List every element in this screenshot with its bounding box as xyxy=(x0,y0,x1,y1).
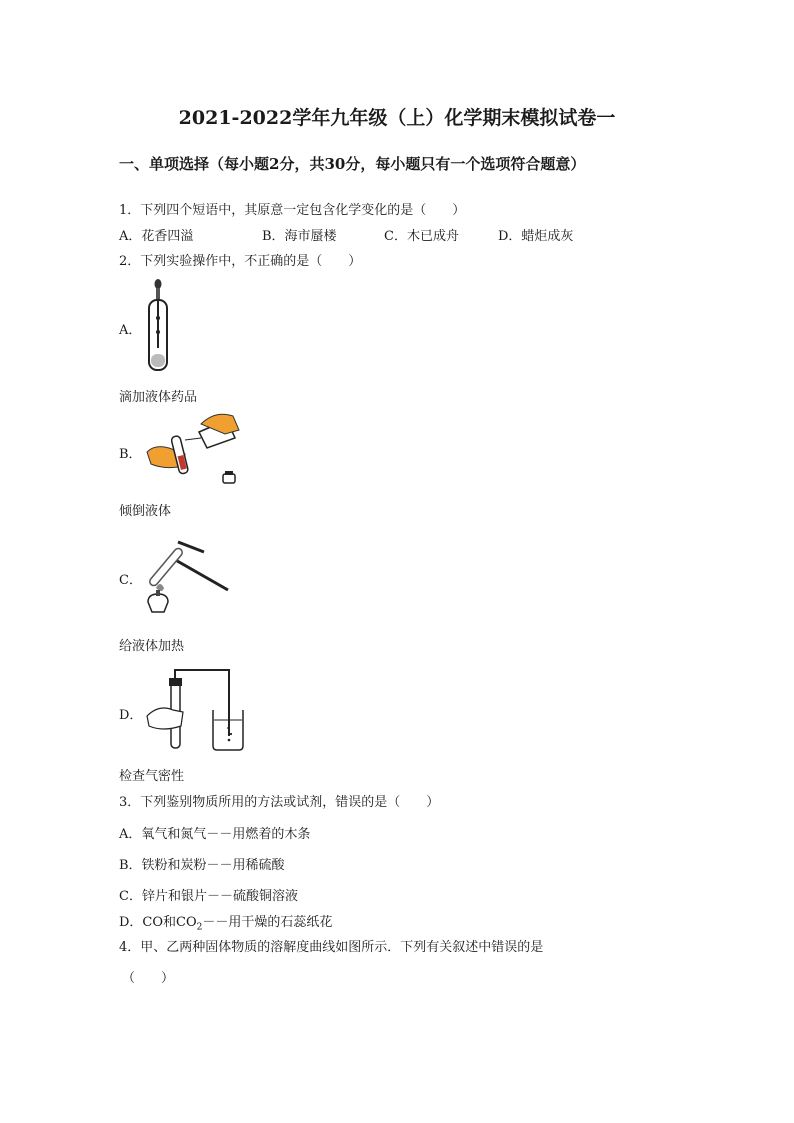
q2-option-d-caption: 检查气密性 xyxy=(119,769,185,784)
pouring-liquid-figure xyxy=(145,404,245,492)
q3-option-d xyxy=(119,911,332,933)
dropper-test-tube-figure xyxy=(138,276,178,374)
q2-option-c-letter: C． xyxy=(119,573,142,588)
question-3-stem: 3．下列鉴别物质所用的方法或试剂，错误的是（ ） xyxy=(119,795,440,810)
q3-option-d-prefix: D．CO和CO xyxy=(119,915,197,930)
section-heading: 一、单项选择（每小题2分，共30分，每小题只有一个选项符合题意） xyxy=(119,155,586,173)
q3-option-b: B．铁粉和炭粉－－用稀硫酸 xyxy=(119,858,285,873)
q1-option-b: B．海市蜃楼 xyxy=(262,229,337,244)
q3-option-d-subscript: 2 xyxy=(196,922,203,933)
question-4-answer-paren: （ ） xyxy=(122,971,175,986)
question-1-stem: 1．下列四个短语中，其原意一定包含化学变化的是（ ） xyxy=(119,203,466,218)
q2-option-b-letter: B． xyxy=(119,447,142,462)
q1-option-c: C．木已成舟 xyxy=(384,229,459,244)
q2-option-a-caption: 滴加液体药品 xyxy=(119,390,198,405)
q2-option-c-caption: 给液体加热 xyxy=(119,639,185,654)
heating-liquid-figure xyxy=(142,530,234,620)
question-4-stem: 4．甲、乙两种固体物质的溶解度曲线如图所示．下列有关叙述中错误的是 xyxy=(119,940,544,955)
q1-option-a: A．花香四溢 xyxy=(119,229,194,244)
q1-option-d: D．蜡炬成灰 xyxy=(498,229,574,244)
q2-option-a-letter: A． xyxy=(119,323,142,338)
q3-option-c: C．锌片和银片－－硫酸铜溶液 xyxy=(119,889,298,904)
q2-option-b-caption: 倾倒液体 xyxy=(119,504,172,519)
q2-option-d-letter: D． xyxy=(119,708,143,723)
question-2-stem: 2．下列实验操作中，不正确的是（ ） xyxy=(119,254,362,269)
airtightness-check-figure xyxy=(145,664,245,754)
page-title: 2021-2022学年九年级（上）化学期末模拟试卷一 xyxy=(178,107,616,129)
q3-option-a: A．氧气和氮气－－用燃着的木条 xyxy=(119,827,311,842)
q3-option-d-suffix: －－用干燥的石蕊纸花 xyxy=(202,915,333,930)
